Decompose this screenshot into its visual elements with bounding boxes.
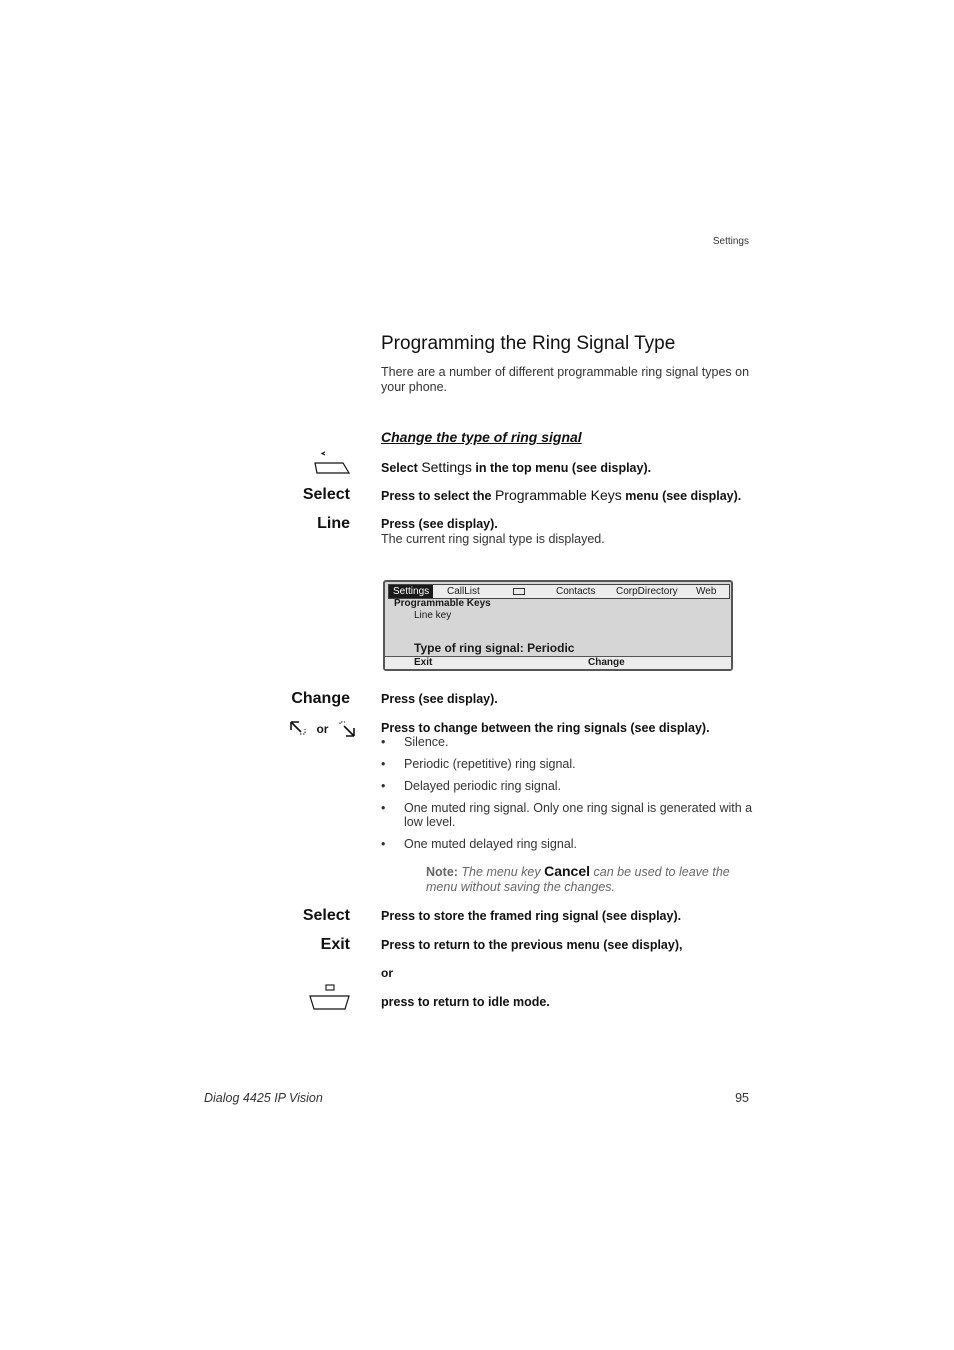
step-toggle-ring-signals: Press to change between the ring signals (see display).: [381, 721, 710, 735]
ring-signal-item: • Silence.: [381, 735, 753, 749]
change-key-label: Change: [291, 690, 350, 707]
select-key-label-2: Select: [302, 907, 350, 924]
step2-pre: Press to select the: [381, 489, 495, 503]
step1-plain: Settings: [421, 459, 472, 475]
step-press-change: Press (see display).: [381, 692, 498, 706]
or-text-2: or: [381, 966, 393, 980]
page-title: Programming the Ring Signal Type: [381, 333, 676, 354]
ring-signal-item: • Periodic (repetitive) ring signal.: [381, 757, 753, 771]
step2-post: menu (see display).: [621, 489, 742, 503]
or-text: or: [316, 722, 329, 737]
soft-key-icon: [314, 450, 352, 481]
display-tab-bar: [388, 584, 730, 599]
navigation-down-right-icon: [338, 720, 356, 738]
step-select-settings: [381, 459, 651, 475]
note-label: Note:: [426, 865, 458, 879]
line-key-label: Line: [317, 515, 350, 532]
phone-display: [383, 580, 733, 671]
display-softkey-bar: [385, 656, 731, 669]
select-key-label: Select: [302, 486, 350, 503]
running-header: Settings: [712, 236, 749, 247]
step1-pre: Select: [381, 461, 422, 475]
home-key-icon: [309, 982, 351, 1017]
intro-paragraph: There are a number of different programmable ring signal types on your phone.: [381, 365, 750, 394]
ring-signal-item: • One muted ring signal. Only one ring signal is generated with a low level.: [381, 801, 753, 829]
display-softkey-exit: Exit: [414, 657, 433, 668]
note: [426, 864, 752, 895]
note-post: can be used to leave the menu without saving the changes.: [426, 865, 730, 894]
ring-signal-list: [381, 735, 753, 859]
display-tab-web: Web: [696, 586, 717, 597]
navigation-up-left-icon: [289, 720, 307, 738]
display-submenu: Line key: [414, 610, 452, 621]
subheading: Change the type of ring signal: [381, 429, 582, 445]
step-line-description: The current ring signal type is displayed.: [381, 532, 605, 546]
display-softkey-change: Change: [588, 657, 625, 668]
exit-key-label: Exit: [320, 936, 350, 953]
navigation-keys: [289, 720, 356, 738]
display-indicator-icon: [513, 588, 525, 595]
display-tab-calllist: CallList: [447, 586, 480, 597]
step1-post: in the top menu (see display).: [471, 461, 652, 475]
display-tab-contacts: Contacts: [556, 586, 596, 597]
ring-signal-item: • Delayed periodic ring signal.: [381, 779, 753, 793]
step-press-line: Press (see display).: [381, 517, 498, 531]
display-tab-settings: Settings: [389, 585, 433, 598]
footer-product: Dialog 4425 IP Vision: [204, 1091, 323, 1105]
note-key: Cancel: [544, 863, 591, 879]
step-return-previous: Press to return to the previous menu (see display),: [381, 938, 683, 952]
step-select-programmable-keys: [381, 487, 741, 503]
step-return-idle: press to return to idle mode.: [381, 995, 550, 1009]
display-menu-title: Programmable Keys: [394, 598, 491, 609]
ring-signal-item: • One muted delayed ring signal.: [381, 837, 753, 851]
display-tab-corpdirectory: CorpDirectory: [616, 586, 678, 597]
step-store-ring-signal: Press to store the framed ring signal (see display).: [381, 909, 682, 923]
note-pre: The menu key: [457, 865, 545, 879]
step2-plain: Programmable Keys: [494, 487, 622, 503]
page-number: 95: [735, 1091, 749, 1105]
display-value-line: Type of ring signal: Periodic: [414, 641, 575, 655]
